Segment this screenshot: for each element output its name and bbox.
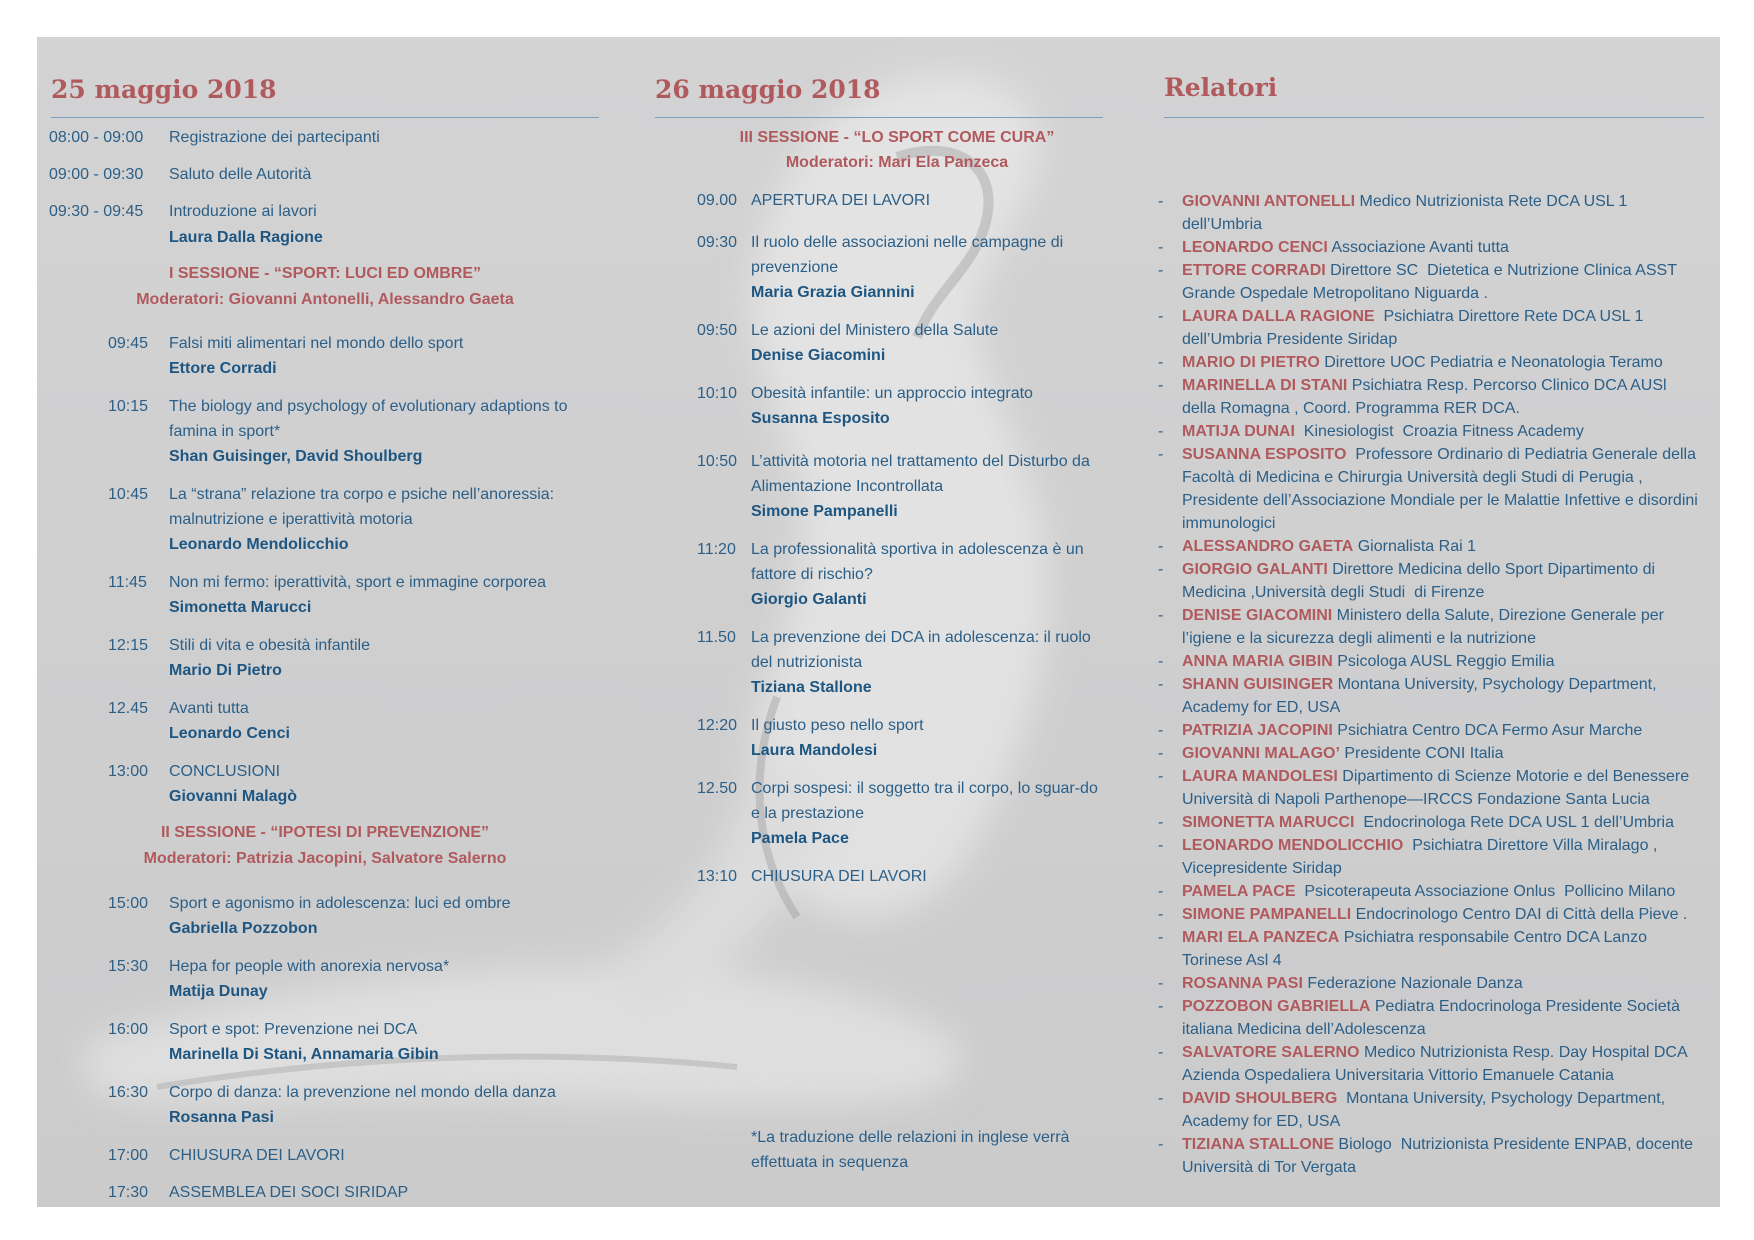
session1-row-time: 12.45	[108, 700, 149, 717]
day2-row-speaker: Laura Mandolesi	[751, 742, 878, 759]
bullet-dash: -	[1158, 998, 1164, 1015]
relatore-name: ROSANNA PASI	[1182, 975, 1303, 992]
relatore-item	[1158, 650, 1698, 673]
relatore-name: TIZIANA STALLONE	[1182, 1136, 1334, 1153]
relatore-item	[1158, 190, 1698, 236]
session1-row-title: Falsi miti alimentari nel mondo dello sport	[169, 335, 464, 352]
session1-row-speaker: Leonardo Mendolicchio	[169, 536, 349, 553]
relatore-name: SIMONETTA MARUCCI	[1182, 814, 1355, 831]
session2-row-time: 15:30	[108, 958, 149, 975]
day1-row-time: 09:00 - 09:30	[49, 166, 144, 183]
day2-row-time: 11:20	[697, 541, 736, 558]
relatore-name: MARIO DI PIETRO	[1182, 354, 1320, 371]
relatore-name: ALESSANDRO GAETA	[1182, 538, 1354, 555]
bullet-dash: -	[1158, 975, 1164, 992]
day2-row-speaker: Pamela Pace	[751, 830, 849, 847]
day2-row-time: 10:50	[697, 453, 738, 470]
relatore-item	[1158, 972, 1698, 995]
bullet-dash: -	[1158, 768, 1164, 785]
day2-row-speaker: Denise Giacomini	[751, 347, 886, 364]
bullet-dash: -	[1158, 423, 1164, 440]
relatore-name: GIOVANNI ANTONELLI	[1182, 193, 1356, 210]
relatore-name: GIORGIO GALANTI	[1182, 561, 1328, 578]
relatore-item	[1158, 719, 1698, 742]
day2-row-speaker: Simone Pampanelli	[751, 503, 898, 520]
session2-row-time: 15:00	[108, 895, 149, 912]
session1-row-time: 10:45	[108, 486, 149, 503]
bullet-dash: -	[1158, 676, 1164, 693]
relatore-description: Montana University, Psychology Department, Academy for ED, USA	[1182, 676, 1661, 716]
day2-row-speaker: Maria Grazia Giannini	[751, 284, 915, 301]
bullet-dash: -	[1158, 239, 1164, 256]
day2-row-title: La prevenzione dei DCA in adolescenza: il ruolo del nutrizionista	[751, 629, 1091, 671]
day2-rule	[655, 117, 1103, 118]
relatore-description: Endocrinologo Centro DAI di Città della Pieve .	[1351, 906, 1688, 923]
bullet-dash: -	[1158, 1044, 1164, 1061]
session1-row-speaker: Shan Guisinger, David Shoulberg	[169, 448, 423, 465]
day2-row-title: CHIUSURA DEI LAVORI	[751, 868, 927, 885]
relatore-description: Direttore UOC Pediatria e Neonatologia Teramo	[1319, 354, 1663, 371]
session1-row-speaker: Leonardo Cenci	[169, 725, 290, 742]
relatore-description: Psichiatra Resp. Percorso Clinico DCA AUSl della Romagna , Coord. Programma RER DCA.	[1182, 377, 1672, 417]
relatore-item	[1158, 535, 1698, 558]
relatori-list	[1158, 190, 1703, 1179]
relatore-name: LAURA MANDOLESI	[1182, 768, 1338, 785]
day2-row-title: Il ruolo delle associazioni nelle campagne di prevenzione	[751, 234, 1064, 276]
relatore-description: Medico Nutrizionista Resp. Day Hospital DCA Azienda Ospedaliera Universitaria Vittorio Emanuele Catania	[1182, 1044, 1691, 1084]
relatore-name: SUSANNA ESPOSITO	[1182, 446, 1347, 463]
bullet-dash: -	[1158, 837, 1164, 854]
session2-row-title: CHIUSURA DEI LAVORI	[169, 1147, 345, 1164]
relatore-name: LEONARDO MENDOLICCHIO	[1182, 837, 1404, 854]
relatore-name: POZZOBON GABRIELLA	[1182, 998, 1371, 1015]
bullet-dash: -	[1158, 193, 1164, 210]
session2-row-time: 17:00	[108, 1147, 149, 1164]
bullet-dash: -	[1158, 1090, 1164, 1107]
relatore-item	[1158, 926, 1698, 972]
relatore-item	[1158, 811, 1698, 834]
session2-row-speaker: Marinella Di Stani, Annamaria Gibin	[169, 1046, 439, 1063]
day1-rule	[51, 117, 599, 118]
relatore-item	[1158, 995, 1698, 1041]
day1-row-title: Introduzione ai lavori	[169, 203, 317, 220]
session1-row-title: The biology and psychology of evolutionary adaptions to famina in sport*	[169, 398, 568, 440]
relatore-item	[1158, 673, 1698, 719]
day1-row-title: Registrazione dei partecipanti	[169, 129, 380, 146]
relatore-name: SALVATORE SALERNO	[1182, 1044, 1360, 1061]
relatore-description: Ministero della Salute, Direzione Generale per l’igiene e la sicurezza degli alimenti e la nutrizione	[1182, 607, 1669, 647]
relatore-description: Presidente CONI Italia	[1339, 745, 1504, 762]
session2-row-title: Sport e spot: Prevenzione nei DCA	[169, 1021, 418, 1038]
session1-row-time: 11:45	[108, 574, 147, 591]
relatore-item	[1158, 1041, 1698, 1087]
relatore-item	[1158, 443, 1703, 535]
relatore-description: Psichiatra Direttore Rete DCA USL 1 dell’Umbria Presidente Siridap	[1182, 308, 1648, 348]
session2-title: II SESSIONE - “IPOTESI DI PREVENZIONE”	[160, 824, 490, 841]
relatore-item	[1158, 765, 1698, 811]
session2-row-title: ASSEMBLEA DEI SOCI SIRIDAP	[169, 1184, 409, 1201]
session1-row-title: Non mi fermo: iperattività, sport e immagine corporea	[169, 574, 547, 591]
relatore-description: Giornalista Rai 1	[1353, 538, 1476, 555]
programme-panel	[37, 37, 1720, 1207]
session1-row-time: 09:45	[108, 335, 149, 352]
day2-row-title: Le azioni del Ministero della Salute	[751, 322, 999, 339]
relatore-name: PATRIZIA JACOPINI	[1182, 722, 1333, 739]
relatore-description: Endocrinologa Rete DCA USL 1 dell’Umbria	[1354, 814, 1674, 831]
relatori-rule	[1164, 117, 1704, 118]
relatore-item	[1158, 1133, 1698, 1179]
relatore-description: Professore Ordinario di Pediatria Generale della Facoltà di Medicina e Chirurgia Università degli Studi di Perugia , Presidente dell’Associazione Mondiale per le Malattie Infettive e disordini immunologici	[1182, 446, 1703, 532]
relatore-item	[1158, 558, 1698, 604]
bullet-dash: -	[1158, 1136, 1164, 1153]
day1-row-time: 08:00 - 09:00	[49, 129, 144, 146]
day2-row-speaker: Susanna Esposito	[751, 410, 890, 427]
bullet-dash: -	[1158, 561, 1164, 578]
session2-row-title: Corpo di danza: la prevenzione nel mondo della danza	[169, 1084, 556, 1101]
relatori-heading: Relatori	[1164, 73, 1278, 102]
relatore-description: Montana University, Psychology Department, Academy for ED, USA	[1182, 1090, 1669, 1130]
session1-row-speaker: Giovanni Malagò	[169, 788, 298, 805]
relatore-item	[1158, 374, 1698, 420]
relatore-item	[1158, 420, 1698, 443]
relatore-description: Psichiatra responsabile Centro DCA Lanzo Torinese Asl 4	[1182, 929, 1652, 969]
day2-row-time: 09.00	[697, 192, 738, 209]
relatore-name: MARINELLA DI STANI	[1182, 377, 1348, 394]
bullet-dash: -	[1158, 607, 1164, 624]
bullet-dash: -	[1158, 354, 1164, 371]
day1-row-speaker: Laura Dalla Ragione	[169, 229, 323, 246]
session2-row-title: Sport e agonismo in adolescenza: luci ed ombre	[169, 895, 511, 912]
relatore-name: SHANN GUISINGER	[1182, 676, 1334, 693]
relatore-name: MATIJA DUNAI	[1182, 423, 1295, 440]
day2-row-title: APERTURA DEI LAVORI	[751, 192, 931, 209]
session2-moderators: Moderatori: Patrizia Jacopini, Salvatore Salerno	[143, 850, 507, 867]
day1-heading: 25 maggio 2018	[51, 75, 277, 104]
relatore-item	[1158, 604, 1698, 650]
session2-row-time: 16:30	[108, 1084, 149, 1101]
translation-note: *La traduzione delle relazioni in inglese verrà effettuata in sequenza	[751, 1129, 1070, 1171]
session2-row-speaker: Gabriella Pozzobon	[169, 920, 318, 937]
relatore-name: GIOVANNI MALAGO’	[1182, 745, 1340, 762]
relatore-description: Biologo Nutrizionista Presidente ENPAB, docente Università di Tor Vergata	[1182, 1136, 1698, 1176]
day2-row-time: 09:50	[697, 322, 738, 339]
relatore-description: Associazione Avanti tutta	[1327, 239, 1509, 256]
day2-row-title: Obesità infantile: un approccio integrato	[751, 385, 1033, 402]
session3-title: III SESSIONE - “LO SPORT COME CURA”	[739, 129, 1055, 146]
relatore-name: DAVID SHOULBERG	[1182, 1090, 1338, 1107]
session1-title: I SESSIONE - “SPORT: LUCI ED OMBRE”	[168, 265, 482, 282]
relatore-item	[1158, 880, 1698, 903]
bullet-dash: -	[1158, 653, 1164, 670]
day2-row-time: 12:20	[697, 717, 738, 734]
session1-row-title: La “strana” relazione tra corpo e psiche nell’anoressia: malnutrizione e iperattività motoria	[169, 486, 555, 528]
session1-row-time: 10:15	[108, 398, 149, 415]
relatore-description: Federazione Nazionale Danza	[1302, 975, 1523, 992]
day2-row-time: 09:30	[697, 234, 738, 251]
session2-row-speaker: Rosanna Pasi	[169, 1109, 274, 1126]
day2-row-speaker: Giorgio Galanti	[751, 591, 867, 608]
session1-moderators: Moderatori: Giovanni Antonelli, Alessandro Gaeta	[136, 291, 514, 308]
bullet-dash: -	[1158, 377, 1164, 394]
session1-row-title: Avanti tutta	[169, 700, 249, 717]
relatore-name: LEONARDO CENCI	[1182, 239, 1328, 256]
day2-row-title: L’attività motoria nel trattamento del Disturbo da Alimentazione Incontrollata	[751, 453, 1090, 495]
relatore-description: Direttore SC Dietetica e Nutrizione Clinica ASST Grande Ospedale Metropolitano Niguarda .	[1182, 262, 1682, 302]
relatore-description: Psichiatra Direttore Villa Miralago , Vicepresidente Siridap	[1182, 837, 1662, 877]
session2-row-title: Hepa for people with anorexia nervosa*	[169, 958, 450, 975]
relatore-name: DENISE GIACOMINI	[1182, 607, 1333, 624]
session1-row-time: 12:15	[108, 637, 149, 654]
bullet-dash: -	[1158, 814, 1164, 831]
relatore-name: ANNA MARIA GIBIN	[1182, 653, 1333, 670]
relatore-item	[1158, 305, 1698, 351]
relatore-description: Psichiatra Centro DCA Fermo Asur Marche	[1332, 722, 1643, 739]
bullet-dash: -	[1158, 745, 1164, 762]
day1-row-time: 09:30 - 09:45	[49, 203, 144, 220]
session1-row-speaker: Mario Di Pietro	[169, 662, 282, 679]
bullet-dash: -	[1158, 446, 1164, 463]
day2-row-title: Corpi sospesi: il soggetto tra il corpo, lo sguar-do e la prestazione	[751, 780, 1098, 822]
relatore-item	[1158, 351, 1698, 374]
relatore-description: Kinesiologist Croazia Fitness Academy	[1294, 423, 1584, 440]
session1-row-title: CONCLUSIONI	[169, 763, 281, 780]
relatore-item	[1158, 1087, 1698, 1133]
bullet-dash: -	[1158, 722, 1164, 739]
relatore-description: Direttore Medicina dello Sport Dipartimento di Medicina ,Università degli Studi di Firenze	[1182, 561, 1660, 601]
day2-row-time: 13:10	[697, 868, 738, 885]
bullet-dash: -	[1158, 906, 1164, 923]
relatore-description: Psicologa AUSL Reggio Emilia	[1332, 653, 1555, 670]
relatore-name: PAMELA PACE	[1182, 883, 1296, 900]
session1-row-speaker: Ettore Corradi	[169, 360, 277, 377]
day1-row-title: Saluto delle Autorità	[169, 166, 312, 183]
bullet-dash: -	[1158, 538, 1164, 555]
session1-row-title: Stili di vita e obesità infantile	[169, 637, 370, 654]
relatore-name: MARI ELA PANZECA	[1182, 929, 1340, 946]
bullet-dash: -	[1158, 262, 1164, 279]
day2-row-time: 12.50	[697, 780, 738, 797]
session2-row-speaker: Matija Dunay	[169, 983, 268, 1000]
session2-row-time: 16:00	[108, 1021, 149, 1038]
session1-row-speaker: Simonetta Marucci	[169, 599, 312, 616]
relatore-item	[1158, 834, 1698, 880]
relatore-description: Dipartimento di Scienze Motorie e del Benessere Università di Napoli Parthenope—IRCCS Fondazione Santa Lucia	[1182, 768, 1694, 808]
session1-row-time: 13:00	[108, 763, 149, 780]
relatore-item	[1158, 236, 1698, 259]
relatore-description: Medico Nutrizionista Rete DCA USL 1 dell’Umbria	[1182, 193, 1632, 233]
relatore-name: ETTORE CORRADI	[1182, 262, 1326, 279]
relatore-name: LAURA DALLA RAGIONE	[1182, 308, 1375, 325]
relatore-description: Pediatra Endocrinologa Presidente Società italiana Medicina dell’Adolescenza	[1182, 998, 1685, 1038]
day2-row-speaker: Tiziana Stallone	[751, 679, 872, 696]
day2-row-time: 11.50	[697, 629, 736, 646]
session3-moderators: Moderatori: Mari Ela Panzeca	[785, 154, 1009, 171]
relatore-item	[1158, 742, 1698, 765]
bullet-dash: -	[1158, 883, 1164, 900]
day2-row-title: La professionalità sportiva in adolescenza è un fattore di rischio?	[751, 541, 1084, 583]
day2-row-title: Il giusto peso nello sport	[751, 717, 924, 734]
relatore-name: SIMONE PAMPANELLI	[1182, 906, 1352, 923]
session2-row-time: 17:30	[108, 1184, 149, 1201]
bullet-dash: -	[1158, 929, 1164, 946]
relatore-item	[1158, 259, 1698, 305]
relatore-item	[1158, 903, 1698, 926]
bullet-dash: -	[1158, 308, 1164, 325]
day2-row-time: 10:10	[697, 385, 738, 402]
day2-heading: 26 maggio 2018	[655, 75, 881, 104]
relatore-description: Psicoterapeuta Associazione Onlus Pollicino Milano	[1295, 883, 1676, 900]
